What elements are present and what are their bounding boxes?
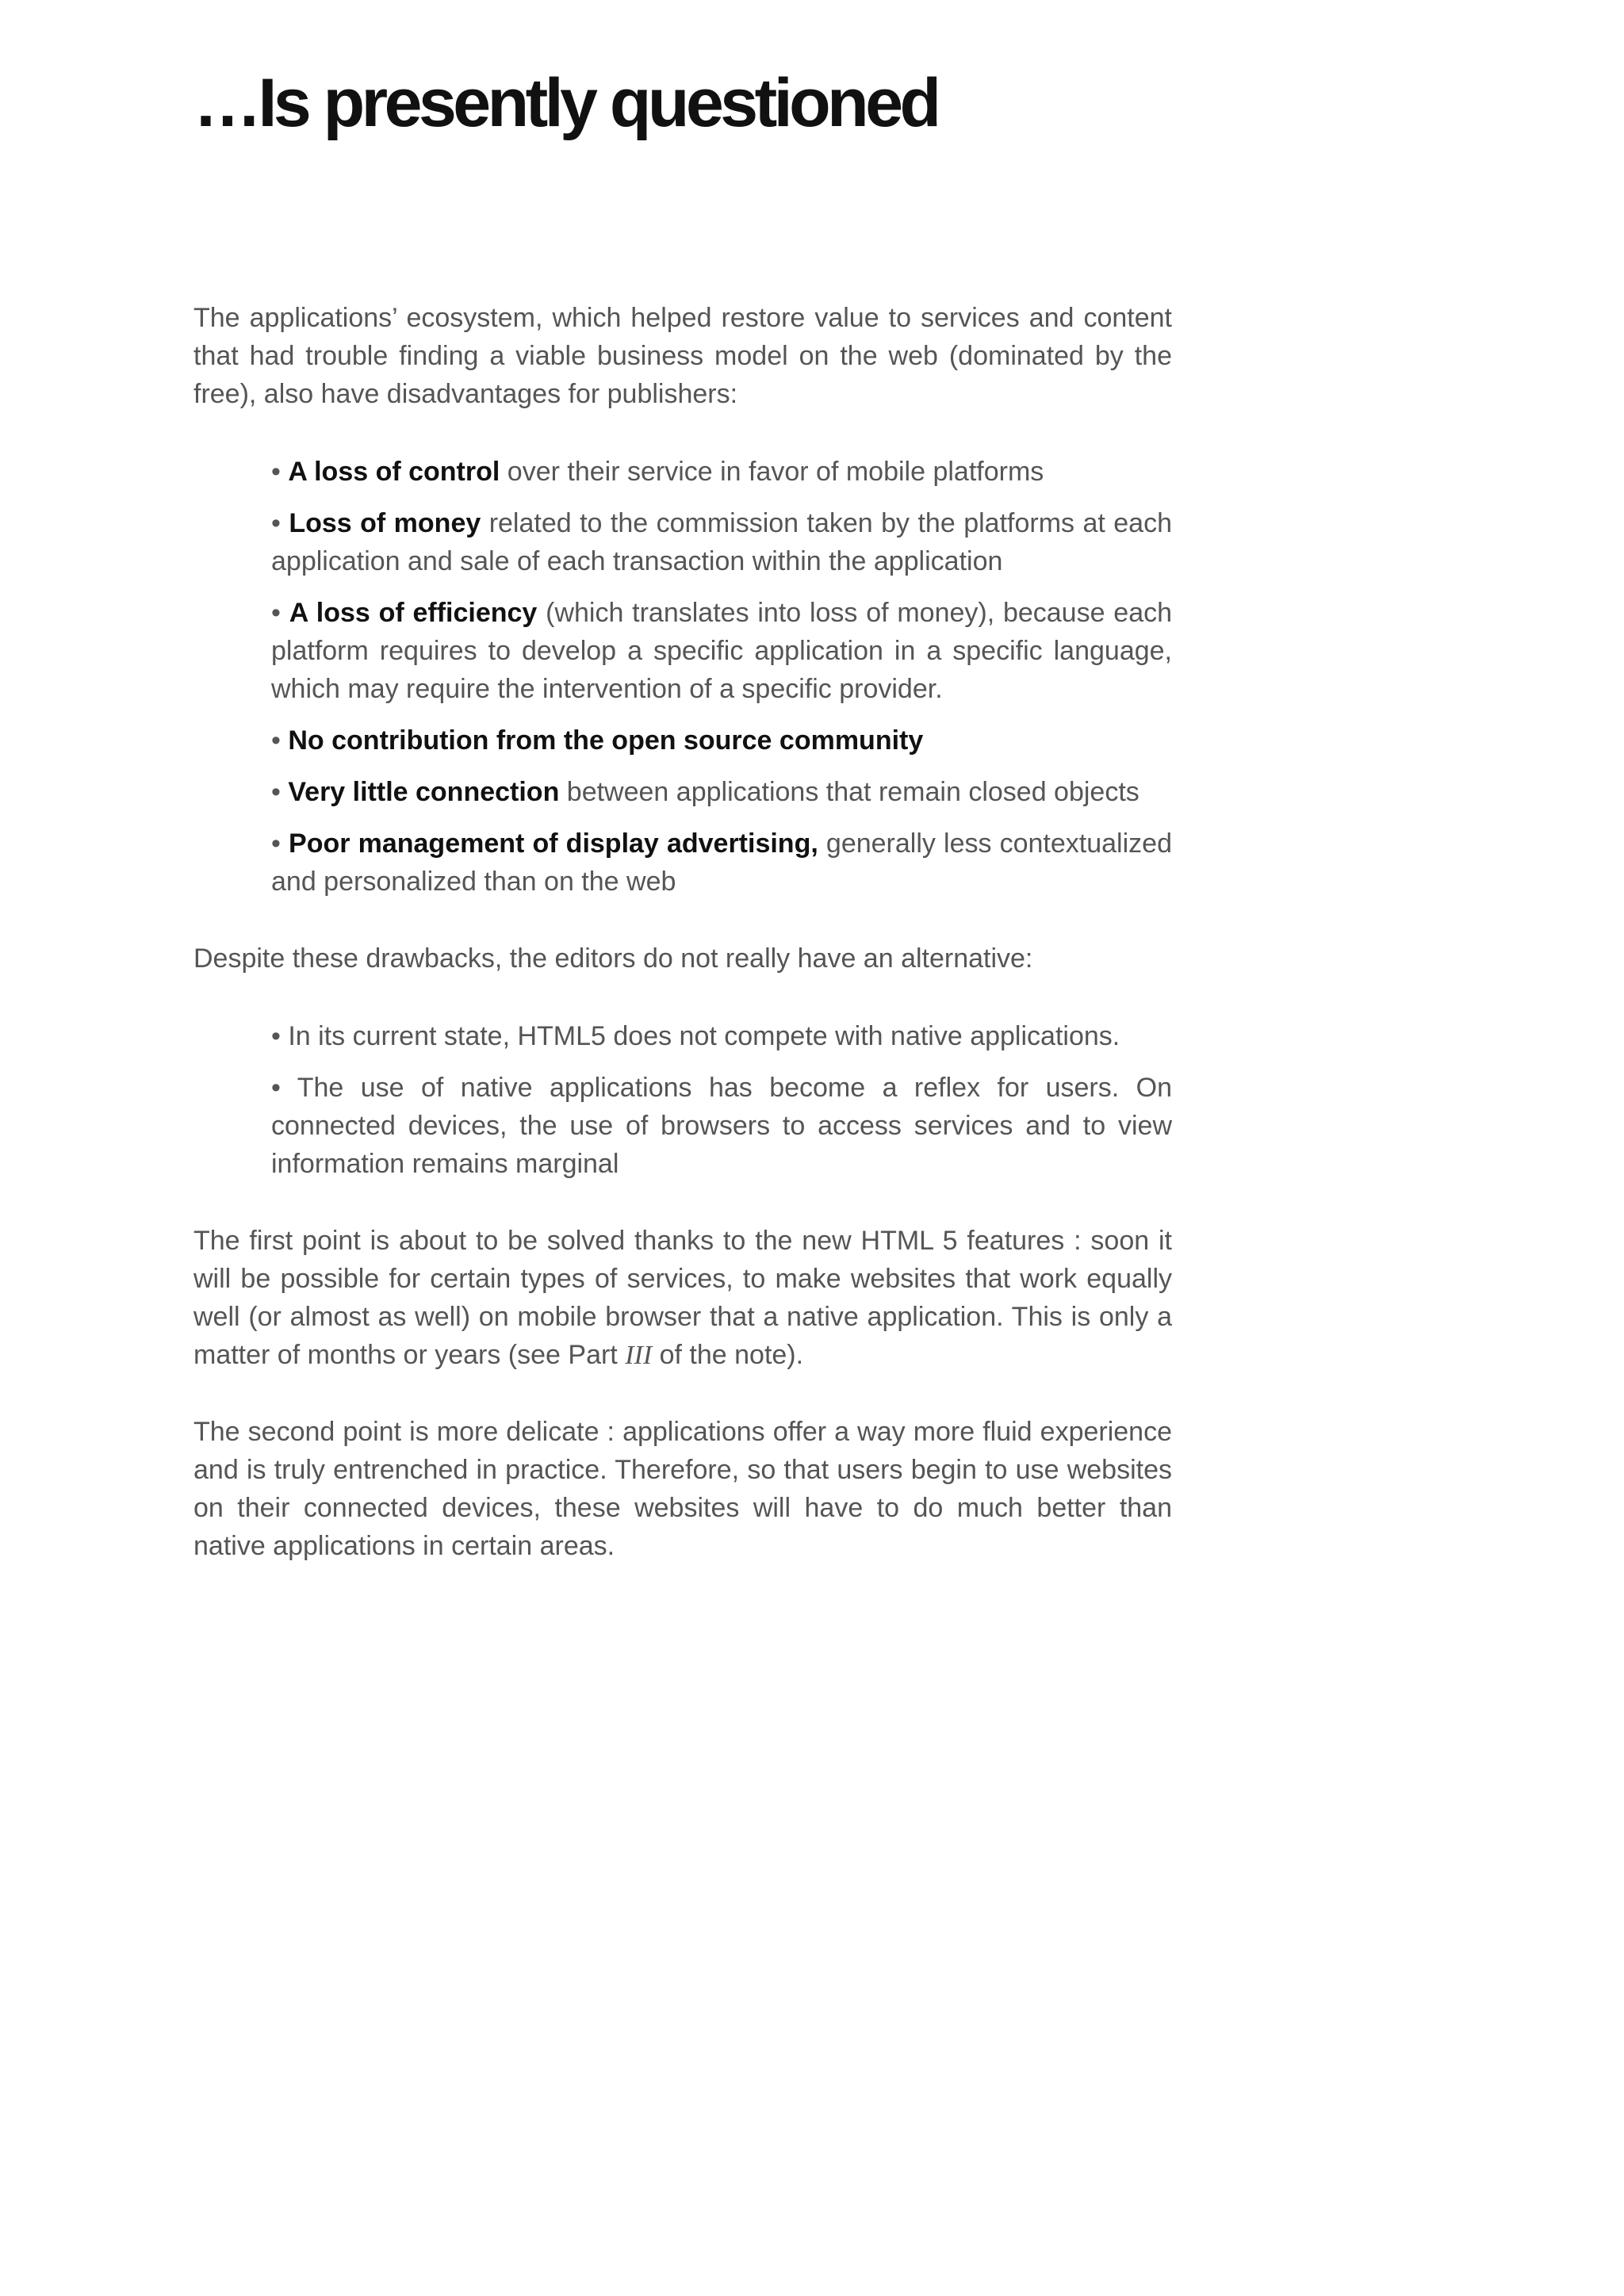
list-item-loss-of-money: • Loss of money related to the commission taken by the platforms at each application and sale of each transaction within the application bbox=[271, 508, 1172, 576]
bullet-lead: A loss of control bbox=[288, 457, 500, 487]
page-title: …Is presently questioned bbox=[193, 65, 938, 141]
bullet-lead: Loss of money bbox=[289, 508, 481, 538]
bullet-text: (which translates into loss of money), because each platform requires to develop a specific application in a specific language, which may require the intervention of a specific provider. bbox=[271, 598, 1173, 704]
list-item-poor-advertising: • Poor management of display advertising, generally less contextualized and personalized than on the web bbox=[271, 828, 1172, 897]
first-point-paragraph bbox=[193, 1222, 1172, 1375]
list-item-html5-state: • In its current state, HTML5 does not compete with native applications. bbox=[271, 1021, 1120, 1051]
document-body bbox=[193, 299, 1172, 1565]
list-item-little-connection: • Very little connection between applications that remain closed objects bbox=[271, 777, 1139, 807]
list-item-no-contribution: • No contribution from the open source community bbox=[271, 725, 924, 756]
transition-paragraph: Despite these drawbacks, the editors do not really have an alternative: bbox=[193, 943, 1033, 974]
first-point-ending: of the note). bbox=[652, 1340, 804, 1370]
alternatives-list bbox=[193, 1017, 1172, 1183]
bullet-lead: No contribution from the open source community bbox=[288, 725, 924, 756]
bullet-lead: A loss of efficiency bbox=[289, 598, 538, 628]
list-item-native-reflex: • The use of native applications has become a reflex for users. On connected devices, the use of browsers to access services and to view information remains marginal bbox=[271, 1073, 1172, 1179]
part-number: III bbox=[625, 1341, 653, 1370]
bullet-text: In its current state, HTML5 does not compete with native applications. bbox=[288, 1021, 1120, 1051]
second-point-paragraph: The second point is more delicate : applications offer a way more fluid experience and is truly entrenched in practice. Therefore, so that users begin to use websites on their connected devices, these websites will have to do much better than native applications in certain areas. bbox=[193, 1417, 1172, 1561]
bullet-text: generally less contextualized and personalized than on the web bbox=[271, 828, 1172, 897]
bullet-text: related to the commission taken by the platforms at each application and sale of each transaction within the application bbox=[271, 508, 1172, 576]
list-item-loss-of-efficiency: • A loss of efficiency (which translates into loss of money), because each platform requires to develop a specific application in a specific language, which may require the intervention of a specific provider. bbox=[271, 598, 1173, 704]
list-item-loss-of-control: • A loss of control over their service in favor of mobile platforms bbox=[271, 457, 1044, 487]
bullet-lead: Very little connection bbox=[288, 777, 560, 807]
bullet-text: between applications that remain closed objects bbox=[559, 777, 1139, 807]
disadvantages-list bbox=[193, 453, 1172, 901]
bullet-text: over their service in favor of mobile platforms bbox=[500, 457, 1044, 487]
bullet-text: The use of native applications has become a reflex for users. On connected devices, the use of browsers to access services and to view information remains marginal bbox=[271, 1073, 1172, 1179]
intro-paragraph: The applications’ ecosystem, which helped restore value to services and content that had trouble finding a viable business model on the web (dominated by the free), also have disadvantages for publishers: bbox=[193, 303, 1172, 409]
first-point-text: The first point is about to be solved thanks to the new HTML 5 features : soon it will be possible for certain types of services, to make websites that work equally well (or almost as well) on mobile browser that a native application. This is only a matter of months or years (see Part bbox=[193, 1226, 1172, 1370]
bullet-lead: Poor management of display advertising, bbox=[289, 828, 818, 859]
